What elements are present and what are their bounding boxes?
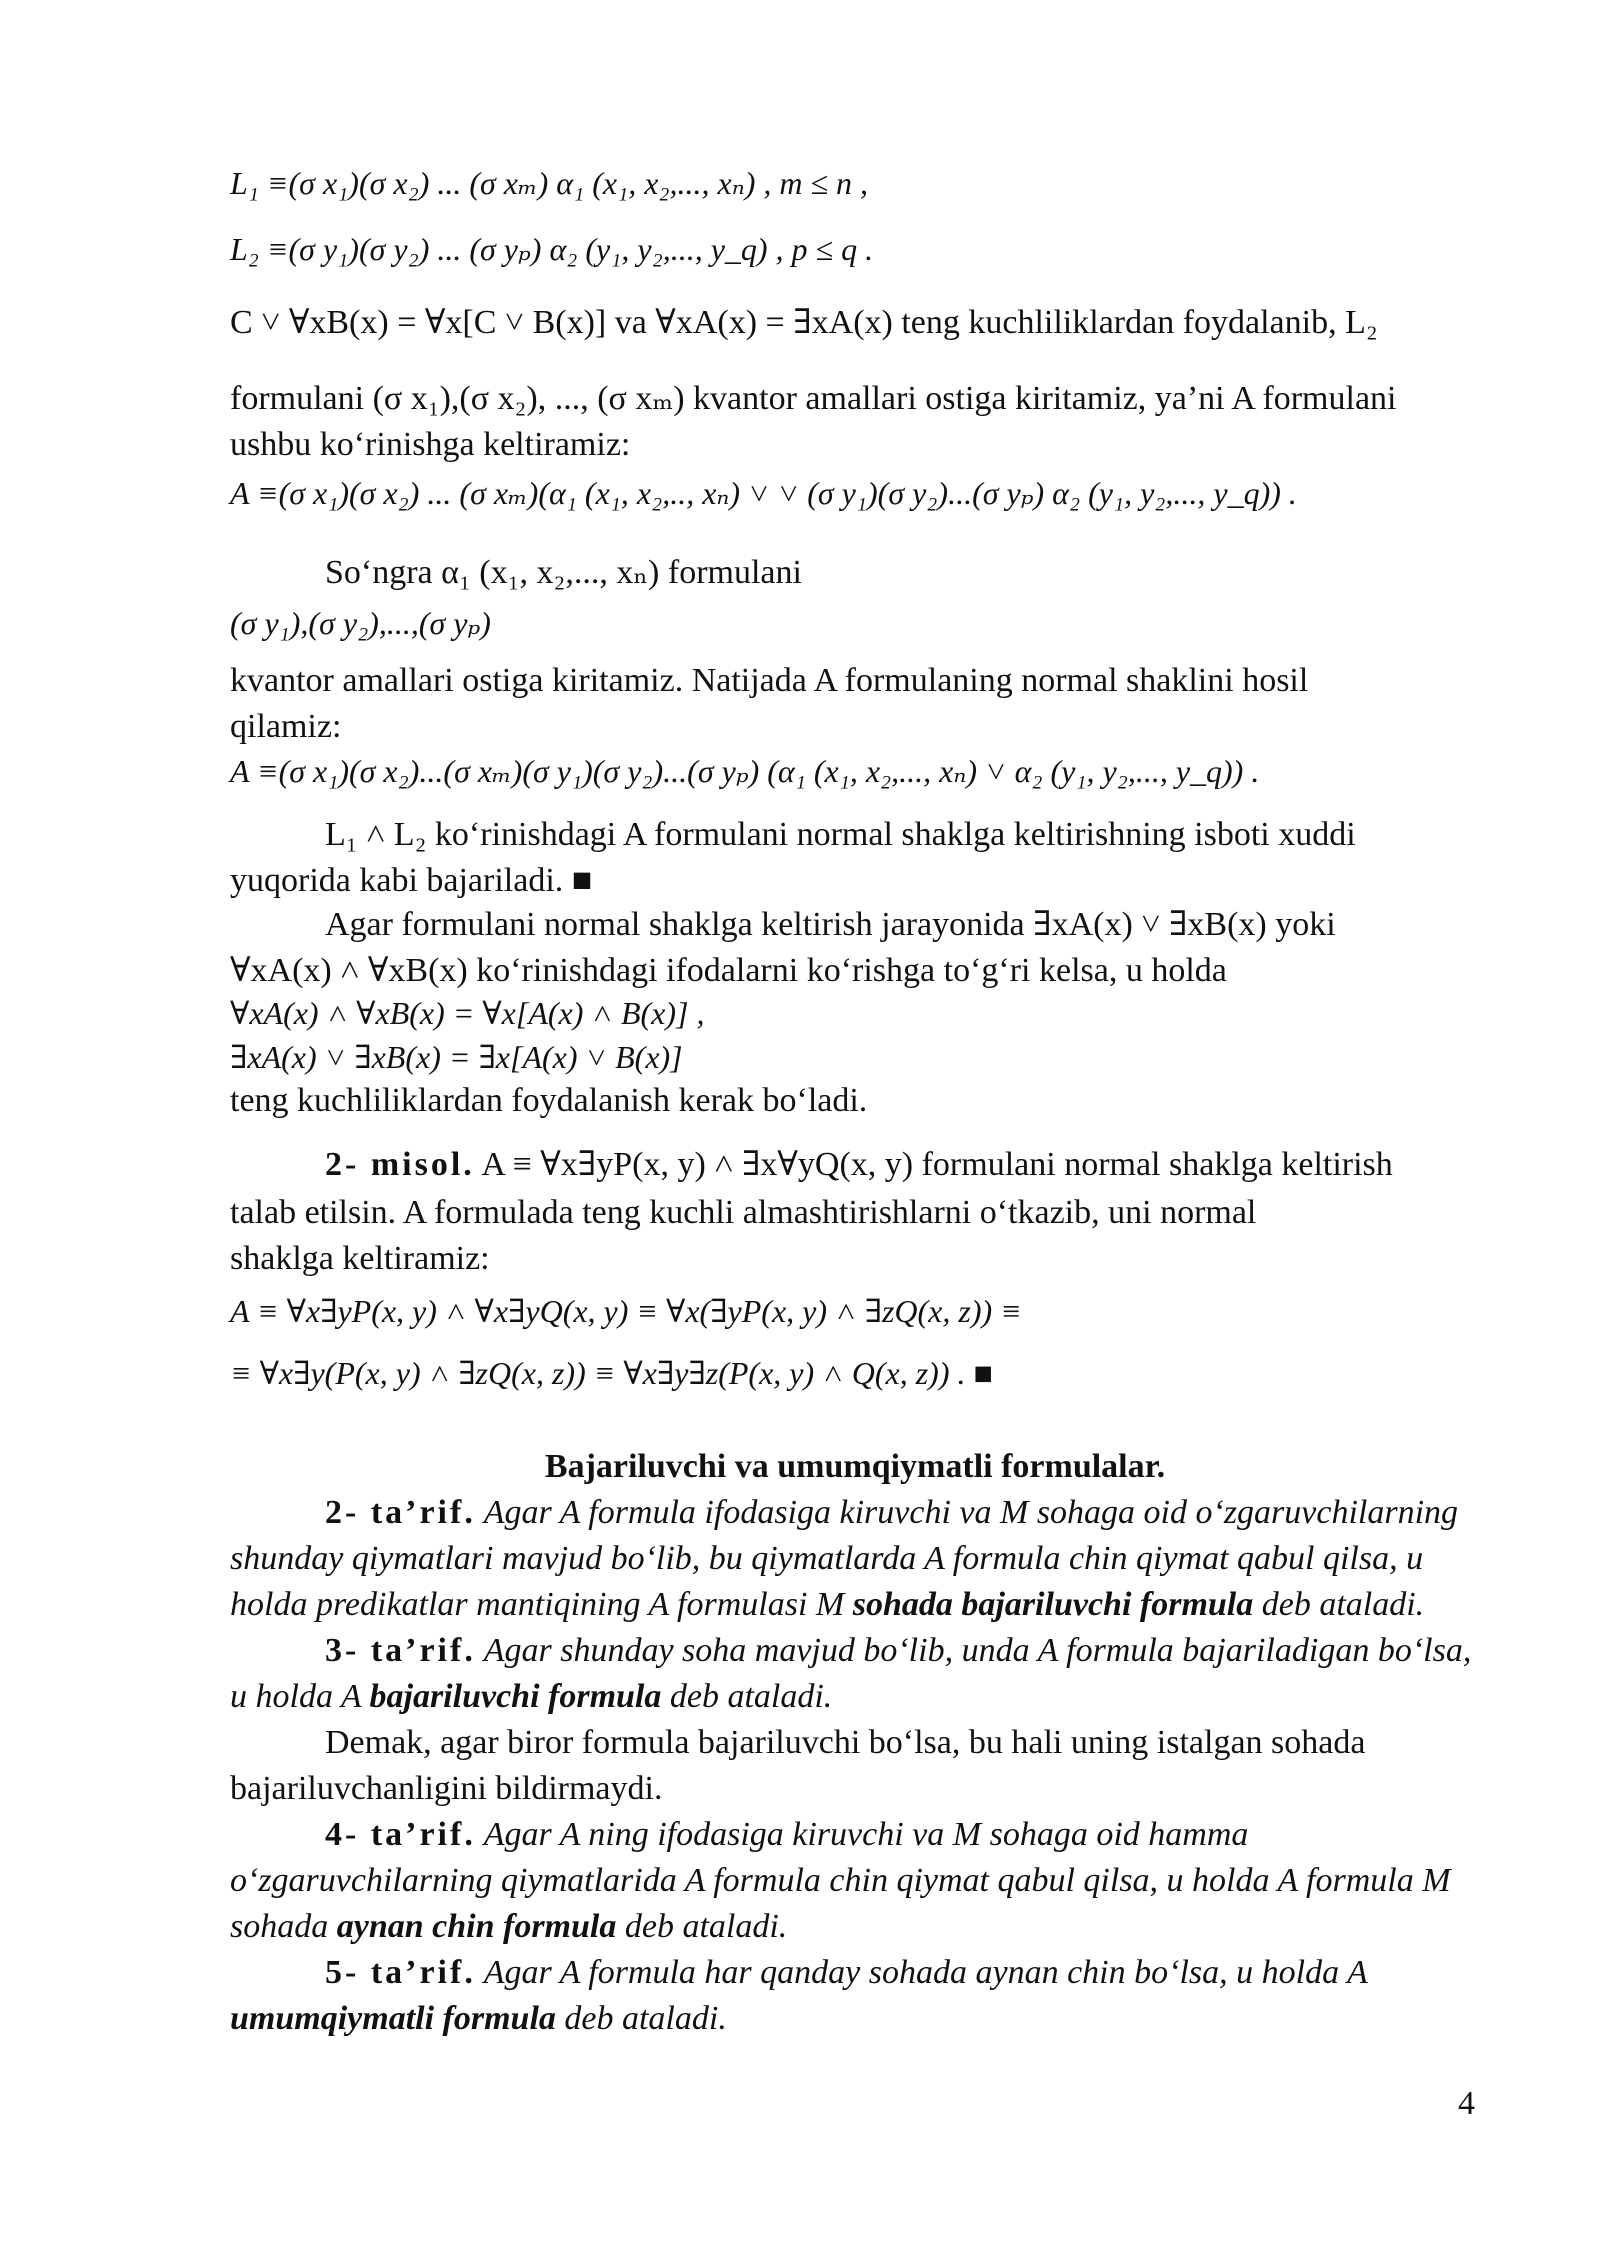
text-l15: ∀xA(x) ˄ ∀xB(x) ko‘rinishdagi ifodalarni ko‘rishga to‘g‘ri kelsa, u holda <box>230 952 1227 989</box>
definition-3 <box>230 1628 1480 1720</box>
text-l20: talab etilsin. A formulada teng kuchli almashtirishlarni o‘tkazib, uni normal <box>230 1194 1257 1231</box>
definition-text: Agar A formula har qanday sohada aynan chin bo‘lsa, u holda A <box>483 1954 1368 1991</box>
definition-tail: deb ataladi. <box>624 1908 788 1945</box>
formula-l16: ∀xA(x) ˄ ∀xB(x) = ∀x[A(x) ˄ B(x)] , <box>230 995 705 1031</box>
definition-2 <box>230 1490 1480 1628</box>
text-l9: kvantor amallari ostiga kiritamiz. Natijada A formulaning normal shaklini hosil <box>230 662 1309 699</box>
formula-l6: A ≡(σ x₁)(σ x₂) ... (σ xₘ)(α₁ (x₁, x₂,.., xₙ) ˅ ˅ (σ y₁)(σ y₂)...(σ yₚ) α₂ (y₁, y₂,..., y_q)) . <box>230 475 1297 511</box>
definition-5 <box>230 1950 1480 2042</box>
remark-paragraph: Demak, agar biror formula bajariluvchi bo‘lsa, bu hali uning istalgan sohada bajariluvchanligini bildirmaydi. <box>230 1724 1366 1807</box>
formula-l22: A ≡ ∀x∃yP(x, y) ˄ ∀x∃yQ(x, y) ≡ ∀x(∃yP(x, y) ˄ ∃zQ(x, z)) ≡ <box>230 1293 1022 1329</box>
text-l21: shaklga keltiramiz: <box>230 1240 490 1277</box>
text-l3: C ˅ ∀xB(x) = ∀x[C ˅ B(x)] va ∀xA(x) = ∃xA(x) teng kuchliliklardan foydalanib, L₂ <box>230 304 1378 341</box>
definition-tail: deb ataladi. <box>1261 1586 1425 1623</box>
text-l13: yuqorida kabi bajariladi. ■ <box>230 862 593 899</box>
text-l12: L₁ ˄ L₂ ko‘rinishdagi A formulani normal shaklga keltirishning isboti xuddi <box>325 816 1356 853</box>
formula-l23: ≡ ∀x∃y(P(x, y) ˄ ∃zQ(x, z)) ≡ ∀x∃y∃z(P(x, y) ˄ Q(x, z)) . ■ <box>230 1355 993 1391</box>
definitions <box>230 1490 1480 2042</box>
text-l18: teng kuchliliklardan foydalanish kerak bo‘ladi. <box>230 1082 868 1119</box>
definition-label: 5- ta’rif. <box>325 1954 476 1991</box>
text-l7: So‘ngra α₁ (x₁, x₂,..., xₙ) formulani <box>325 554 802 591</box>
section-heading: Bajariluvchi va umumqiymatli formulalar. <box>544 1448 1166 1485</box>
definition-label: 2- ta’rif. <box>325 1494 476 1531</box>
formula-l11: A ≡(σ x₁)(σ x₂)...(σ xₘ)(σ y₁)(σ y₂)...(σ yₚ) (α₁ (x₁, x₂,..., xₙ) ˅ α₂ (y₁, y₂,..., y_q)) . <box>230 753 1260 789</box>
text-l5: ushbu ko‘rinishga keltiramiz: <box>230 426 631 463</box>
definition-text: Agar A ning ifodasiga kiruvchi va M sohaga oid hamma o‘zgaruvchilarning qiymatlarida A formula chin qiymat qabul qilsa, u holda A formula M sohada <box>230 1816 1451 1945</box>
definition-tail: deb ataladi. <box>669 1678 833 1715</box>
definition-term: sohada bajariluvchi formula <box>852 1586 1254 1623</box>
definition-term: umumqiymatli formula <box>230 2000 556 2037</box>
text-l4: formulani (σ x₁),(σ x₂), ..., (σ xₘ) kvantor amallari ostiga kiritamiz, ya’ni A formulani <box>230 380 1397 417</box>
text-l10: qilamiz: <box>230 708 342 745</box>
definition-text: Agar A formula ifodasiga kiruvchi va M sohaga oid o‘zgaruvchilarning shunday qiymatlari mavjud bo‘lib, bu qiymatlarda A formula chin qiymat qabul qilsa, u holda predikatlar mantiqining A formulasi M <box>230 1494 1459 1623</box>
formula-l8: (σ y₁),(σ y₂),...,(σ yₚ) <box>230 605 491 641</box>
text-l14: Agar formulani normal shaklga keltirish jarayonida ∃xA(x) ˅ ∃xB(x) yoki <box>325 906 1336 943</box>
example-2 <box>230 1142 1575 1188</box>
definition-label: 3- ta’rif. <box>325 1632 476 1669</box>
definition-term: aynan chin formula <box>336 1908 617 1945</box>
definition-term: bajariluvchi formula <box>369 1678 662 1715</box>
formula-l1: L₁ ≡(σ x₁)(σ x₂) ... (σ xₘ) α₁ (x₁, x₂,..., xₙ) , m ≤ n , <box>230 165 869 201</box>
definition-label: 4- ta’rif. <box>325 1816 476 1853</box>
example-text: A ≡ ∀x∃yP(x, y) ˄ ∃x∀yQ(x, y) formulani normal shaklga keltirish <box>481 1146 1393 1183</box>
formula-l2: L₂ ≡(σ y₁)(σ y₂) ... (σ yₚ) α₂ (y₁, y₂,..., y_q) , p ≤ q . <box>230 231 874 267</box>
example-label: 2- misol. <box>325 1146 475 1183</box>
page-number: 4 <box>1458 2085 1475 2122</box>
definition-text: Agar shunday soha mavjud bo‘lib, unda A formula bajariladigan bo‘lsa, u holda A <box>230 1632 1472 1715</box>
definition-tail: deb ataladi. <box>564 2000 727 2037</box>
definition-4 <box>230 1812 1480 1950</box>
formula-l17: ∃xA(x) ˅ ∃xB(x) = ∃x[A(x) ˅ B(x)] <box>230 1039 683 1075</box>
